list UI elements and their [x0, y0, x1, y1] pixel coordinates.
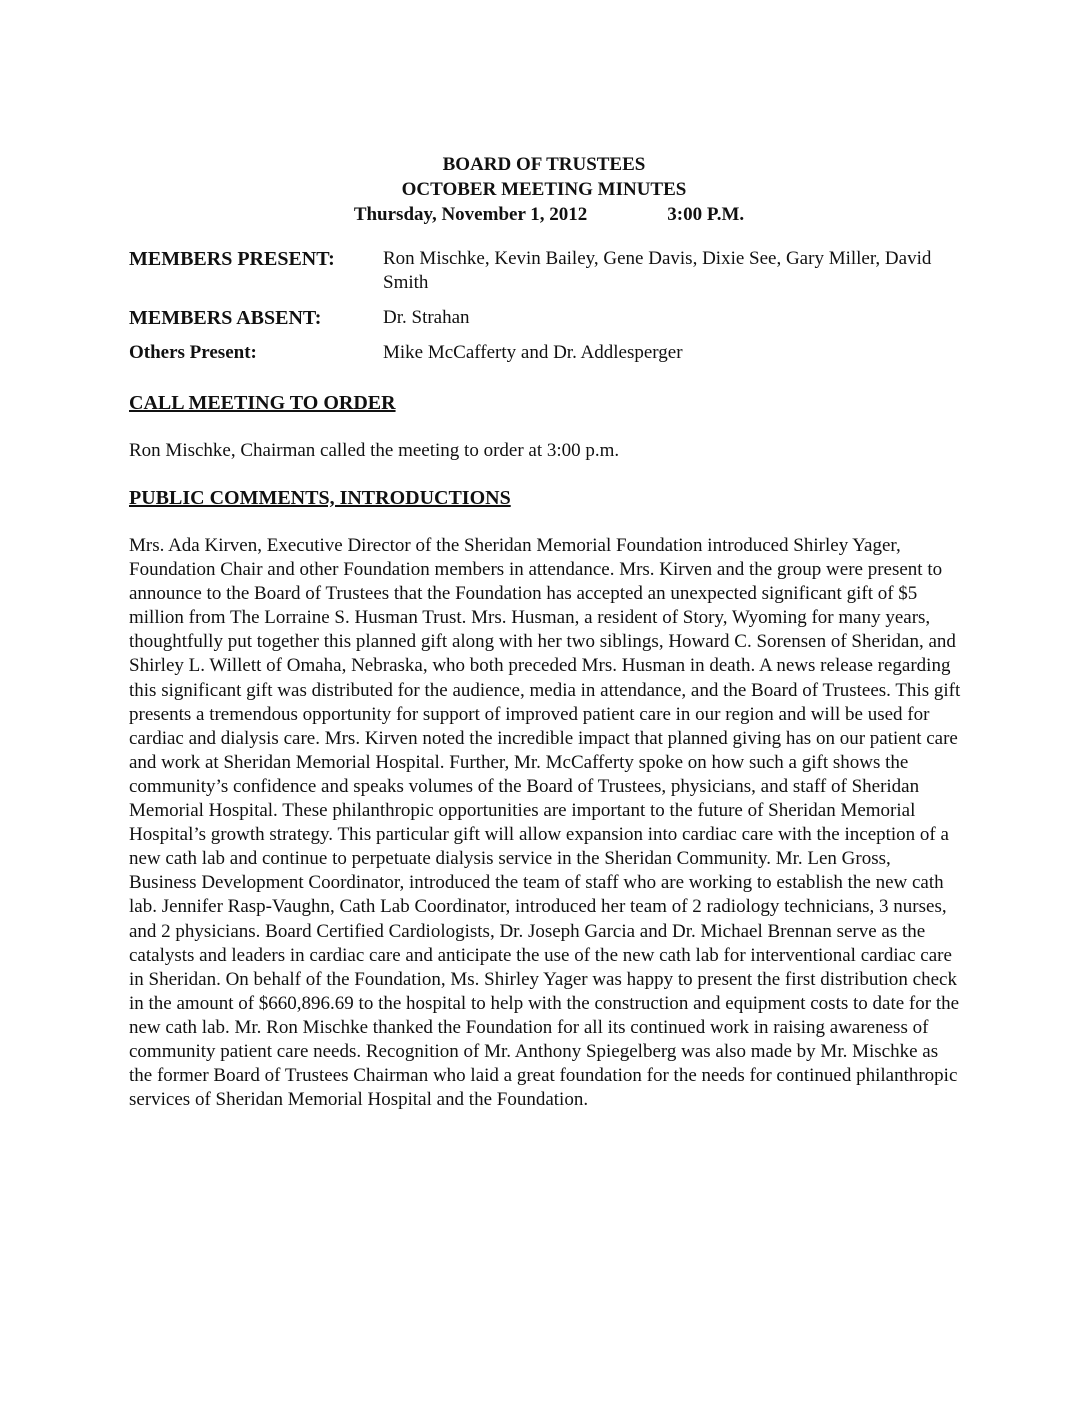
attendance-value: Ron Mischke, Kevin Bailey, Gene Davis, Dixie See, Gary Miller, David Smith: [383, 248, 932, 293]
section-heading-public-comments: PUBLIC COMMENTS, INTRODUCTIONS: [129, 487, 511, 509]
document-title: OCTOBER MEETING MINUTES: [401, 179, 687, 200]
meeting-date-line: [0, 202, 1088, 227]
attendance-label: Others Present:: [129, 342, 257, 363]
attendance-value: Mike McCafferty and Dr. Addlesperger: [383, 342, 683, 363]
meeting-time: 3:00 P.M.: [667, 204, 745, 225]
meeting-date: Thursday, November 1, 2012: [353, 204, 588, 225]
public-comments-text: Mrs. Ada Kirven, Executive Director of the Sheridan Memorial Foundation introduced Shirley Yager, Foundation Chair and other Foundation members in attendance. Mrs. Kirven and the group were present to announce to the Board of Trustees that the Foundation has accepted an unexpected significant gift of $5 million from The Lorraine S. Husman Trust. Mrs. Husman, a resident of Story, Wyoming for many years, thoughtfully put together this planned gift along with her two siblings, Howard C. Sorensen of Sheridan, and Shirley L. Willett of Omaha, Nebraska, who both preceded Mrs. Husman in death. A news release regarding this significant gift was distributed for the audience, media in attendance, and the Board of Trustees. This gift presents a tremendous opportunity for support of improved patient care in our region and will be used for cardiac and dialysis care. Mrs. Kirven noted the incredible impact that planned giving has on our patient care and work at Sheridan Memorial Hospital. Further, Mr. McCafferty spoke on how such a gift shows the community’s confidence and speaks volumes of the Board of Trustees, physicians, and staff of Sheridan Memorial Hospital. These philanthropic opportunities are important to the future of Sheridan Memorial Hospital’s growth strategy. This particular gift will allow expansion into cardiac care with the inception of a new cath lab and continue to perpetuate dialysis service in the Sheridan Community. Mr. Len Gross, Business Development Coordinator, introduced the team of staff who are working to establish the new cath lab. Jennifer Rasp-Vaughn, Cath Lab Coordinator, introduced her team of 2 radiology technicians, 3 nurses, and 2 physicians. Board Certified Cardiologists, Dr. Joseph Garcia and Dr. Michael Brennan serve as the catalysts and leaders in cardiac care and anticipate the use of the new cath lab for interventional cardiac care in Sheridan. On behalf of the Foundation, Ms. Shirley Yager was happy to present the first distribution check in the amount of $660,896.69 to the hospital to help with the construction and equipment costs to date for the new cath lab. Mr. Ron Mischke thanked the Foundation for all its continued work in raising awareness of community patient care needs. Recognition of Mr. Anthony Spiegelberg was also made by Mr. Mischke as the former Board of Trustees Chairman who laid a great foundation for the needs for continued philanthropic services of Sheridan Memorial Hospital and the Foundation.: [129, 535, 961, 1111]
org-title: BOARD OF TRUSTEES: [442, 154, 646, 175]
attendance-label: MEMBERS PRESENT:: [129, 248, 335, 270]
attendance-block: [129, 247, 959, 376]
call-to-order-text: Ron Mischke, Chairman called the meeting to order at 3:00 p.m.: [129, 440, 620, 461]
attendance-value: Dr. Strahan: [383, 307, 470, 328]
section-heading-call-to-order: CALL MEETING TO ORDER: [129, 392, 396, 414]
attendance-row-present: [129, 247, 959, 295]
attendance-row-others: [129, 341, 959, 365]
document-header: [0, 152, 1088, 227]
attendance-row-absent: [129, 306, 959, 330]
attendance-label: MEMBERS ABSENT:: [129, 307, 322, 329]
